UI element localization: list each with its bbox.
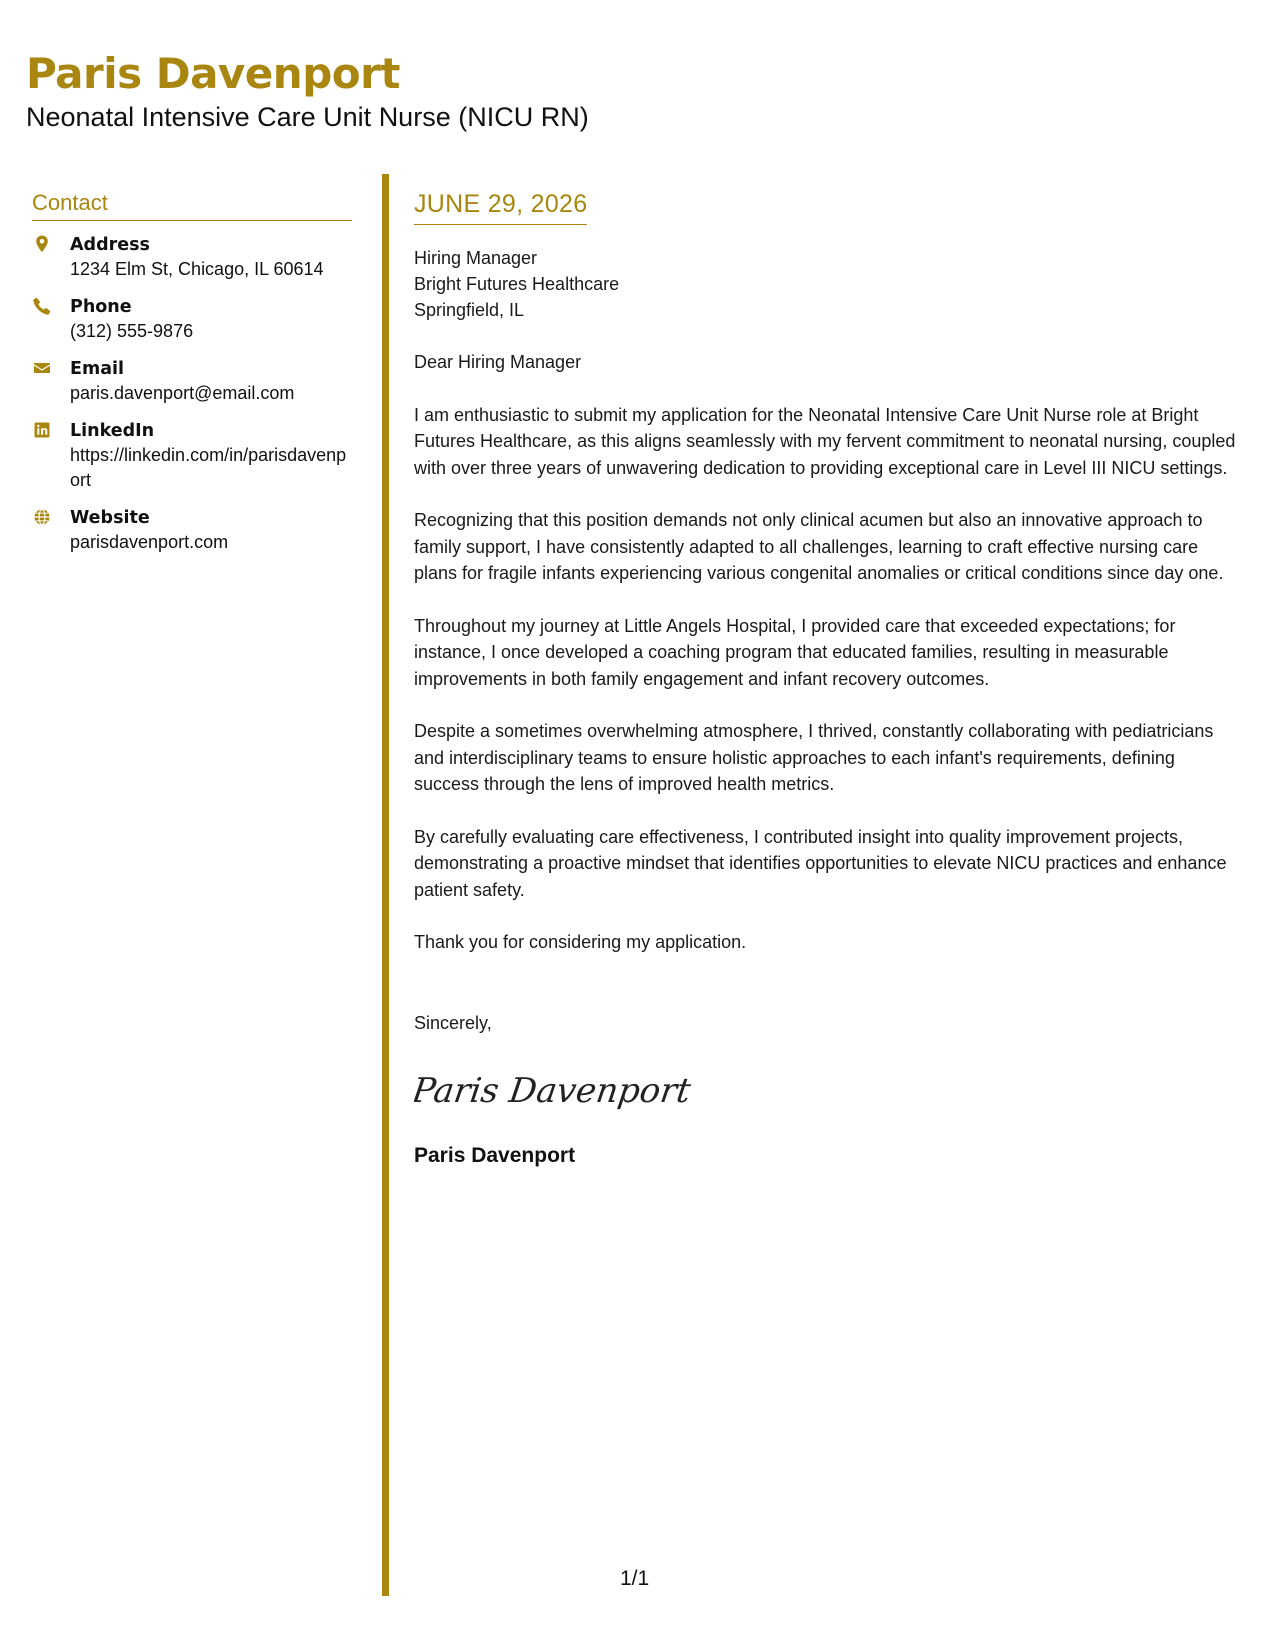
contact-website [32,506,352,555]
email-value: paris.davenport@email.com [70,383,295,403]
linkedin-icon [32,420,52,440]
globe-icon [32,507,52,527]
contact-address [32,233,352,282]
closing: Sincerely, [414,1012,492,1033]
address-label: Address [70,235,150,255]
address-value: 1234 Elm St, Chicago, IL 60614 [70,259,324,279]
envelope-icon [32,358,52,378]
linkedin-value[interactable]: https://linkedin.com/in/parisdavenport [70,445,347,490]
recipient-block [414,245,1244,323]
phone-icon [32,296,52,316]
email-label: Email [70,359,124,379]
letter-date: JUNE 29, 2026 [414,190,587,225]
contact-linkedin [32,419,352,493]
recipient-line: Bright Futures Healthcare [414,274,620,294]
letter-paragraph: Thank you for considering my application. [414,932,747,952]
phone-label: Phone [70,297,132,317]
page-number: 1/1 [620,1567,650,1590]
recipient-line: Springfield, IL [414,300,525,320]
cover-letter-body [414,190,1244,1168]
letter-paragraph: By carefully evaluating care effectiveness, I contributed insight into quality improvement projects, demonstrating a proactive mindset that identifies opportunities to elevate NICU practices and enhance patient safety. [414,826,1227,900]
contact-heading: Contact [32,190,352,221]
website-value[interactable]: parisdavenport.com [70,532,229,552]
contact-email [32,357,352,406]
handwritten-signature [414,1066,1244,1116]
signed-name: Paris Davenport [414,1143,576,1167]
letter-paragraph: I am enthusiastic to submit my application for the Neonatal Intensive Care Unit Nurse role at Bright Futures Healthcare, as this aligns seamlessly with my fervent commitment to neonatal nursing, coupled with over three years of unwavering dedication to providing exceptional care in Level III NICU settings. [414,404,1236,478]
salutation: Dear Hiring Manager [414,352,582,372]
letter-paragraph: Throughout my journey at Little Angels Hospital, I provided care that exceeded expectations; for instance, I once developed a coaching program that educated families, resulting in measurable improvements in both family engagement and infant recovery outcomes. [414,615,1176,689]
signature-script: Paris Davenport [414,1070,694,1111]
website-label: Website [70,508,150,528]
phone-value: (312) 555-9876 [70,321,194,341]
letter-paragraph: Despite a sometimes overwhelming atmosphere, I thrived, constantly collaborating with pediatricians and interdisciplinary teams to ensure holistic approaches to each infant's requirements, defining success through the lens of improved health metrics. [414,721,1214,794]
applicant-name: Paris Davenport [26,49,400,98]
job-title: Neonatal Intensive Care Unit Nurse (NICU RN) [26,102,589,132]
contact-phone [32,295,352,344]
recipient-line: Hiring Manager [414,248,538,268]
linkedin-label: LinkedIn [70,421,155,441]
resume-header [26,48,589,134]
contact-sidebar [32,190,352,568]
column-divider [382,174,389,1596]
map-pin-icon [32,234,52,254]
letter-paragraph: Recognizing that this position demands not only clinical acumen but also an innovative approach to family support, I have consistently adapted to all challenges, learning to craft effective nursing care plans for fragile infants experiencing various congenital anomalies or critical conditions since day one. [414,510,1224,583]
